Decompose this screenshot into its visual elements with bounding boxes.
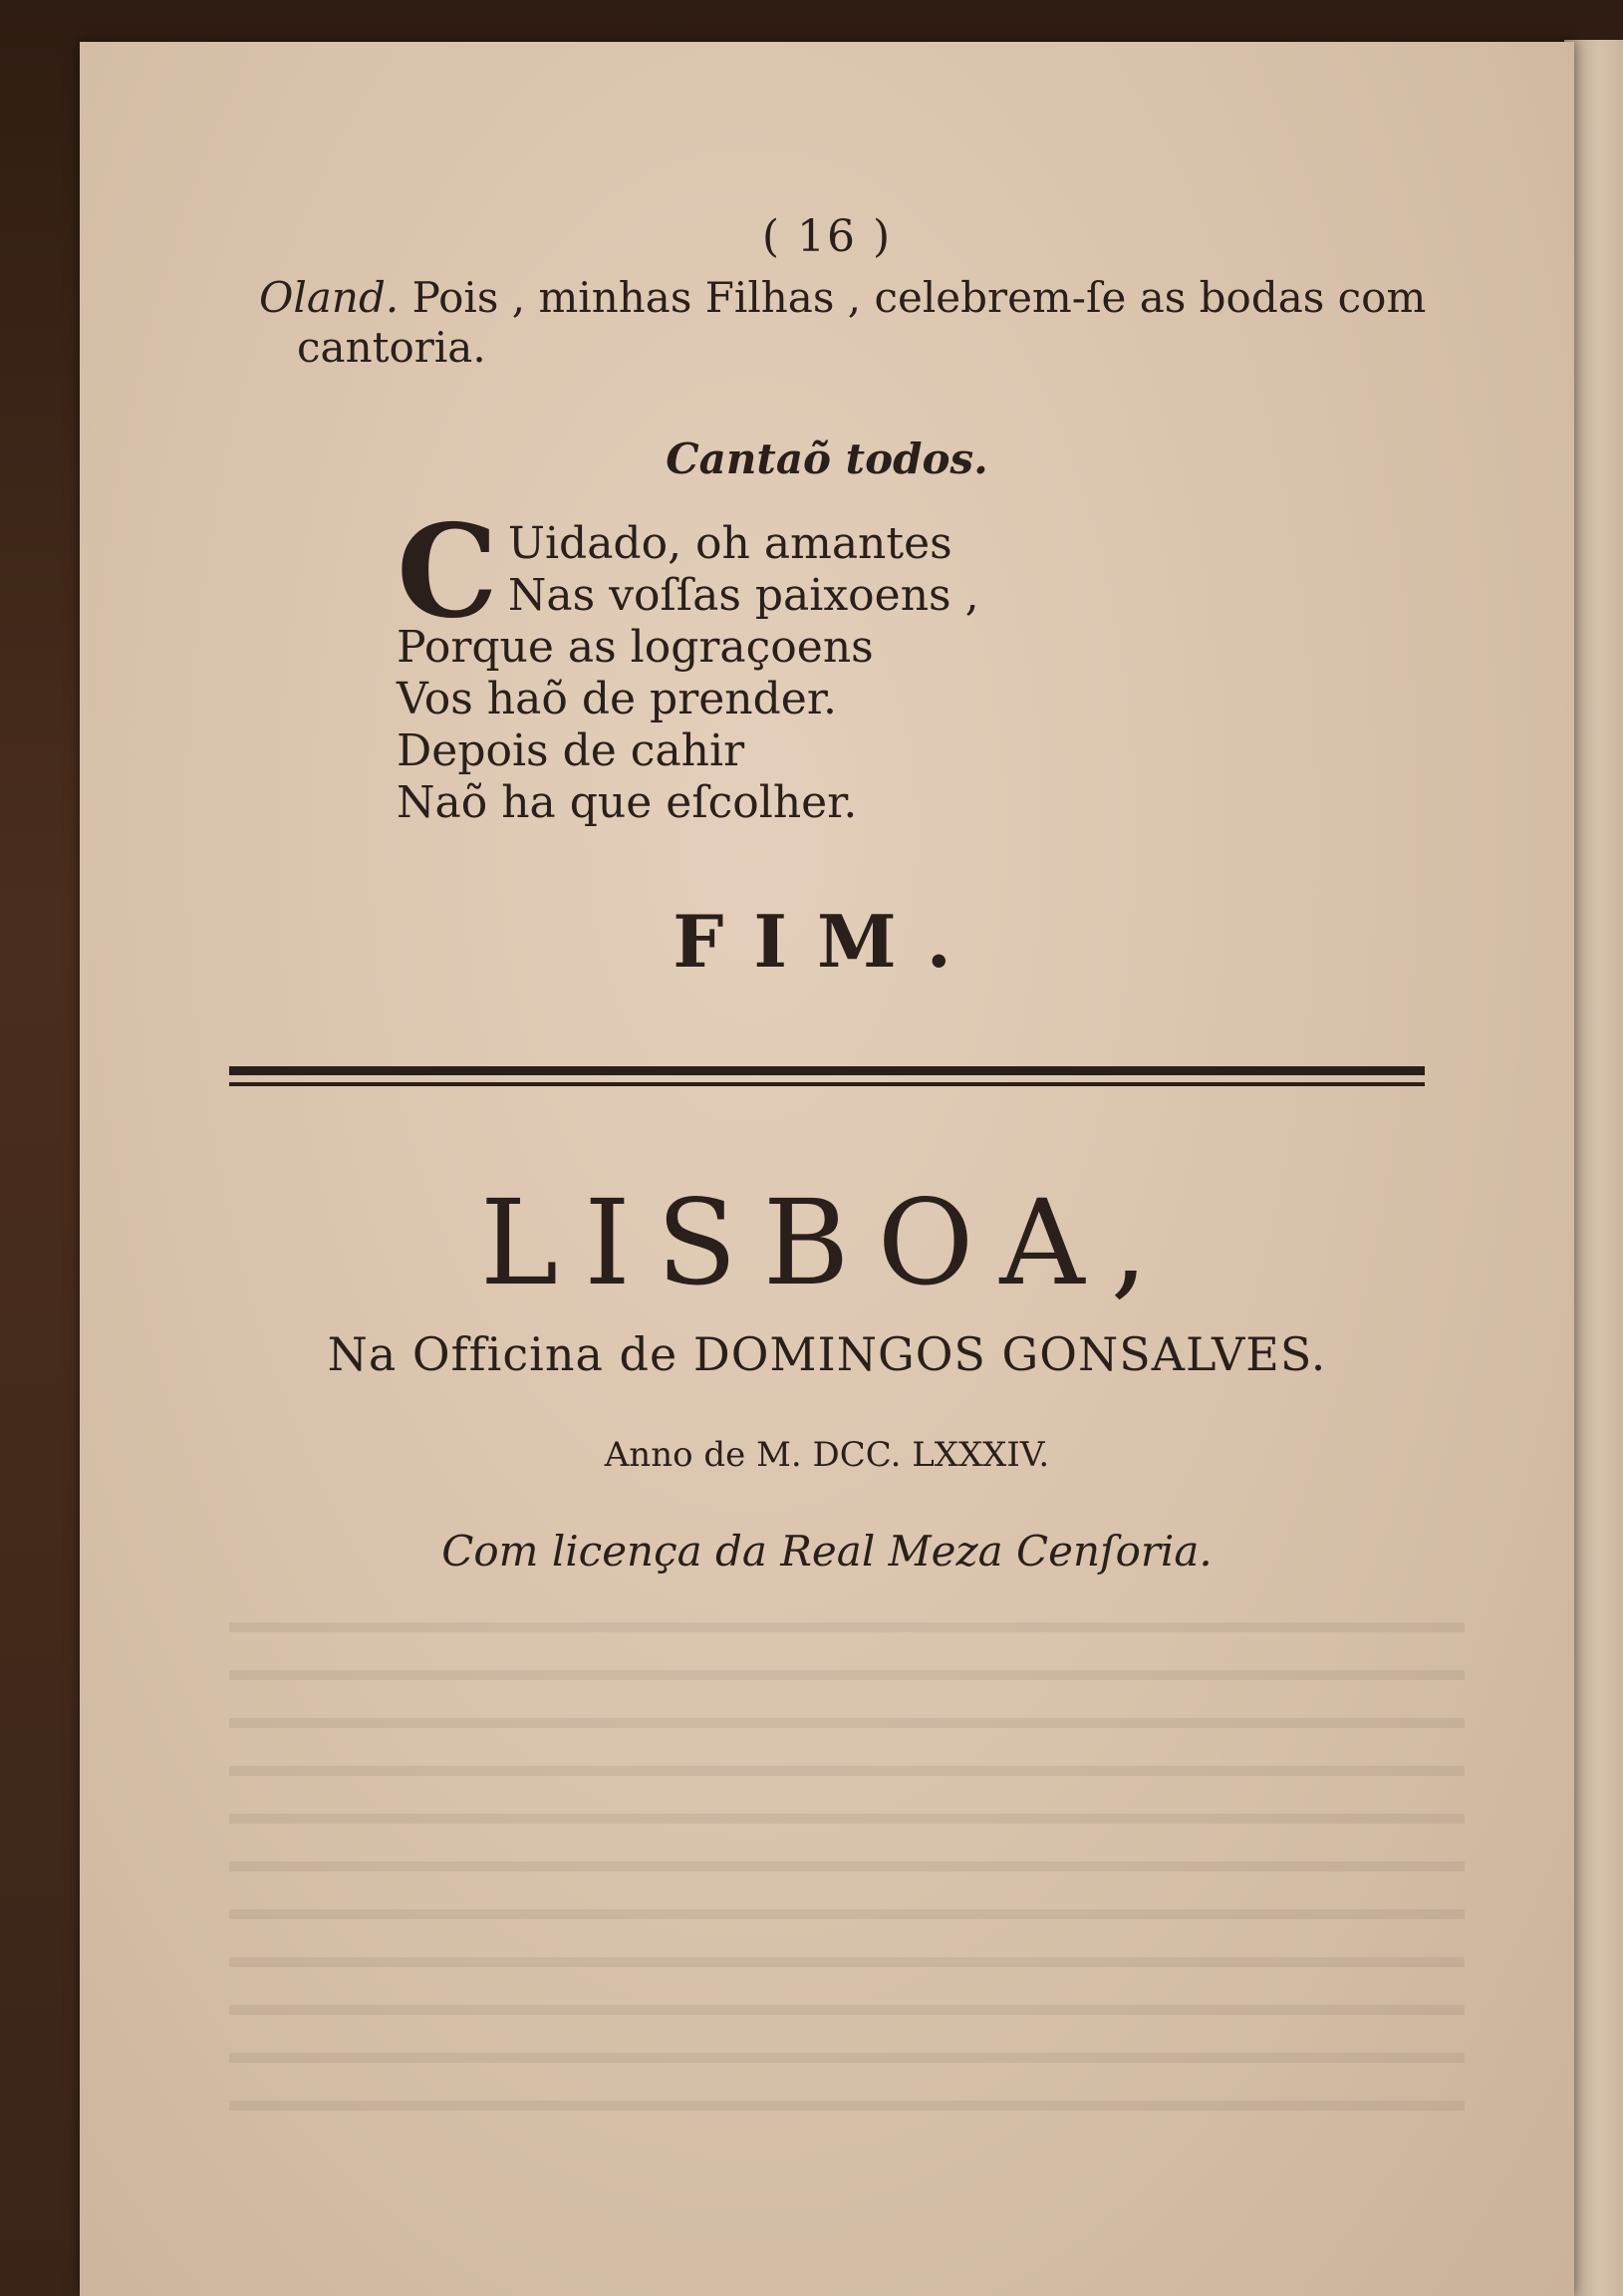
verse-line-4: Vos haõ de prender. — [397, 674, 837, 724]
stage-direction: Cantaõ todos. — [666, 434, 988, 483]
dialogue-speech — [259, 273, 1524, 373]
imprint-license: Com licença da Real Meza Cenſoria. — [441, 1527, 1213, 1576]
verse-line-3: Porque as lograçoens — [397, 622, 874, 673]
verse-line-1: Uidado, oh amantes — [507, 518, 952, 569]
imprint-printer: Na Officina de DOMINGOS GONSALVES. — [327, 1327, 1327, 1381]
verse-line-2: Nas voſſas paixoens , — [507, 570, 979, 621]
book-page — [80, 42, 1574, 2296]
speech-text-line-2: cantoria. — [297, 323, 486, 372]
end-word: FIM. — [673, 899, 981, 984]
imprint-year: Anno de M. DCC. LXXXIV. — [604, 1435, 1050, 1475]
verse-line-5: Depois de cahir — [397, 725, 745, 776]
drop-cap: C — [397, 497, 498, 647]
imprint-city: LISBOA, — [479, 1174, 1175, 1311]
speech-text-line-1: Pois , minhas Filhas , celebrem-ſe as bodas com — [411, 273, 1427, 322]
song-verse — [397, 497, 979, 829]
speaker-name: Oland. — [259, 273, 400, 322]
show-through-text — [229, 1596, 1465, 2115]
double-rule-divider — [229, 1066, 1425, 1086]
page-number: ( 16 ) — [761, 211, 893, 262]
verse-line-6: Naõ ha que eſcolher. — [397, 777, 858, 828]
